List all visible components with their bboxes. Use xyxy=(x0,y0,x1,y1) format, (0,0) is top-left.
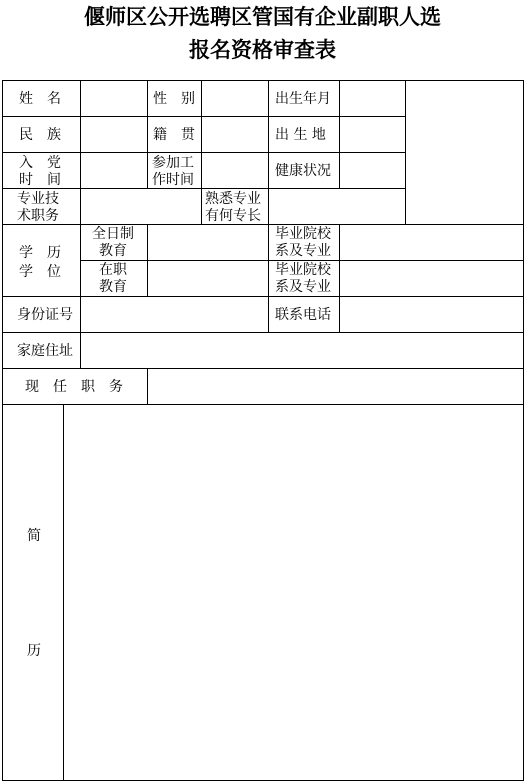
health-field[interactable] xyxy=(339,153,405,189)
resume-field[interactable] xyxy=(64,405,523,780)
party-join-field[interactable] xyxy=(81,153,147,189)
current-position-field[interactable] xyxy=(147,369,523,405)
label-health: 健康状况 xyxy=(275,163,331,179)
phone-field[interactable] xyxy=(339,297,523,333)
label-parttime-2: 教育 xyxy=(99,279,127,295)
gender-field[interactable] xyxy=(201,81,268,117)
grid-line xyxy=(2,80,3,781)
label-school-1b: 系及专业 xyxy=(275,243,331,259)
grid-line xyxy=(523,80,524,781)
label-native-place: 籍 贯 xyxy=(153,127,195,143)
label-education-1: 学 历 xyxy=(19,245,61,261)
label-gender: 性 别 xyxy=(153,91,195,107)
grid-line xyxy=(201,188,202,225)
label-name: 姓 名 xyxy=(19,91,61,107)
birthplace-field[interactable] xyxy=(339,117,405,153)
label-resume-2: 历 xyxy=(27,643,41,659)
grid-line xyxy=(268,224,269,297)
label-birth-date: 出生年月 xyxy=(275,91,331,107)
label-birthplace: 出 生 地 xyxy=(275,127,326,143)
label-id-number: 身份证号 xyxy=(17,307,73,323)
label-fulltime-2: 教育 xyxy=(99,243,127,259)
grid-line xyxy=(80,224,81,297)
label-work-start-1: 参加工 xyxy=(152,155,194,171)
parttime-education-field[interactable] xyxy=(147,261,268,297)
label-school-1a: 毕业院校 xyxy=(275,226,331,242)
label-party-join-2: 时 间 xyxy=(19,172,61,188)
label-school-2a: 毕业院校 xyxy=(275,262,331,278)
id-number-field[interactable] xyxy=(81,297,268,333)
label-parttime-1: 在职 xyxy=(99,262,127,278)
photo-area[interactable] xyxy=(405,81,523,225)
label-school-2b: 系及专业 xyxy=(275,279,331,295)
label-prof-title-2: 术职务 xyxy=(17,208,59,224)
fulltime-school-field[interactable] xyxy=(339,225,523,261)
grid-line xyxy=(268,296,269,333)
label-current-position: 现 任 职 务 xyxy=(25,379,123,395)
label-resume-1: 简 xyxy=(27,528,41,544)
address-field[interactable] xyxy=(81,333,523,369)
label-party-join-1: 入 党 xyxy=(19,155,61,171)
label-expertise-1: 熟悉专业 xyxy=(205,191,261,207)
birth-date-field[interactable] xyxy=(339,81,405,117)
grid-line xyxy=(2,780,524,781)
name-field[interactable] xyxy=(81,81,147,117)
label-prof-title-1: 专业技 xyxy=(17,191,59,207)
grid-line xyxy=(268,80,269,189)
grid-line xyxy=(147,80,148,189)
fulltime-education-field[interactable] xyxy=(147,225,268,261)
expertise-field[interactable] xyxy=(268,189,405,225)
prof-title-field[interactable] xyxy=(81,189,201,225)
ethnicity-field[interactable] xyxy=(81,117,147,153)
form-title-line-1: 偃师区公开选聘区管国有企业副职人选 xyxy=(84,4,441,29)
label-phone: 联系电话 xyxy=(275,307,331,323)
label-work-start-2: 作时间 xyxy=(152,172,194,188)
label-expertise-2: 有何专长 xyxy=(205,208,261,224)
label-ethnicity: 民 族 xyxy=(19,127,61,143)
label-education-2: 学 位 xyxy=(19,264,61,280)
parttime-school-field[interactable] xyxy=(339,261,523,297)
label-fulltime-1: 全日制 xyxy=(92,226,134,242)
label-address: 家庭住址 xyxy=(17,343,73,359)
form-title-line-2: 报名资格审查表 xyxy=(189,37,336,62)
work-start-field[interactable] xyxy=(201,153,268,189)
native-place-field[interactable] xyxy=(201,117,268,153)
